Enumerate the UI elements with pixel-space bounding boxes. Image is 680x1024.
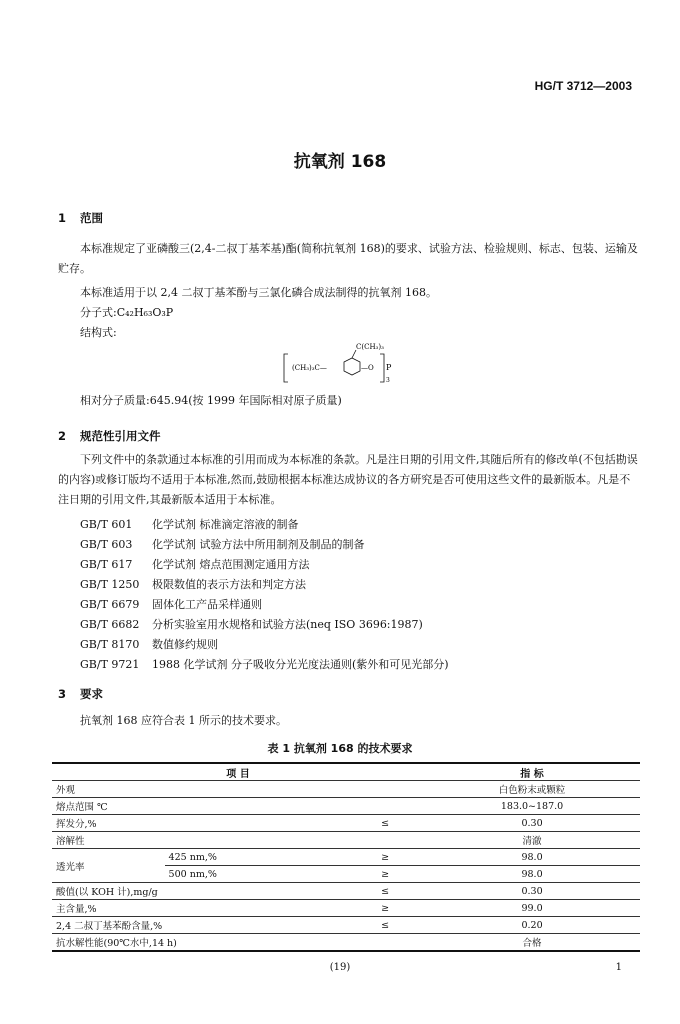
reference-title: 分析实验室用水规格和试验方法(neq ISO 3696:1987) [152, 618, 423, 631]
reference-title: 1988 化学试剂 分子吸收分光光度法通则(紫外和可见光部分) [152, 658, 449, 671]
row-item: 抗水解性能(90℃水中,14 h) [52, 934, 346, 952]
row-value: 0.30 [424, 815, 640, 832]
row-symbol [346, 798, 424, 815]
reference-item [80, 556, 310, 572]
requirements-table [52, 762, 640, 952]
row-value: 白色粉末或颗粒 [424, 781, 640, 798]
section-number: 2 [58, 429, 67, 443]
structure-oxygen: —O [361, 364, 374, 372]
row-item: 熔点范围 ℃ [52, 798, 346, 815]
molecular-formula: 分子式:C₄₂H₆₃O₃P [80, 306, 174, 319]
requirements-paragraph: 抗氧剂 168 应符合表 1 所示的技术要求。 [80, 714, 287, 727]
section-title: 要求 [80, 687, 103, 701]
structure-subscript: 3 [386, 377, 390, 384]
structure-phosphorus: P [386, 363, 392, 372]
structure-label: 结构式: [80, 326, 117, 339]
row-symbol: ≥ [346, 866, 424, 883]
row-symbol [346, 832, 424, 849]
structural-formula [282, 340, 402, 388]
row-value: 0.20 [424, 917, 640, 934]
section-3-heading [58, 686, 103, 702]
reference-code: GB/T 9721 [80, 658, 140, 671]
reference-title: 数值修约规则 [152, 638, 218, 651]
section-title: 规范性引用文件 [80, 429, 161, 443]
scope-paragraph-2: 本标准适用于以 2,4 二叔丁基苯酚与三氯化磷合成法制得的抗氧剂 168。 [80, 286, 437, 299]
table-header-item: 项 目 [52, 763, 424, 781]
reference-item [80, 516, 299, 532]
row-symbol: ≥ [346, 900, 424, 917]
reference-code: GB/T 6682 [80, 618, 140, 631]
table-row [52, 900, 640, 917]
row-subitem: 500 nm,% [165, 866, 346, 883]
row-symbol: ≥ [346, 849, 424, 866]
reference-code: GB/T 601 [80, 518, 133, 531]
table-row [52, 798, 640, 815]
section-number: 3 [58, 687, 67, 701]
table-row [52, 781, 640, 798]
row-value: 99.0 [424, 900, 640, 917]
document-title: 抗氧剂 168 [293, 152, 387, 172]
reference-code: GB/T 1250 [80, 578, 140, 591]
reference-title: 固体化工产品采样通则 [152, 598, 262, 611]
page-number: (19) [329, 962, 351, 973]
table-row [52, 917, 640, 934]
references-paragraph: 下列文件中的条款通过本标准的引用而成为本标准的条款。凡是注日期的引用文件,其随后所有的修改单(不包括勘误的内容)或修订版均不适用于本标准,然而,鼓励根据本标准达成协议的各方研究是否可使用这些文件的最新版本。凡是不注日期的引用文件,其最新版本适用于本标准。 [58, 453, 638, 506]
table-header-row [52, 763, 640, 781]
table-row [52, 934, 640, 952]
scope-paragraph-1: 本标准规定了亚磷酸三(2,4-二叔丁基苯基)酯(简称抗氧剂 168)的要求、试验方法、检验规则、标志、包装、运输及贮存。 [58, 242, 638, 275]
row-symbol: ≤ [346, 883, 424, 900]
row-item: 溶解性 [52, 832, 346, 849]
section-title: 范围 [80, 211, 103, 225]
table-header-value: 指 标 [424, 763, 640, 781]
row-value: 合格 [424, 934, 640, 952]
reference-item [80, 616, 423, 632]
reference-title: 极限数值的表示方法和判定方法 [152, 578, 306, 591]
reference-title: 化学试剂 熔点范围测定通用方法 [152, 558, 310, 571]
row-symbol [346, 781, 424, 798]
table-row [52, 815, 640, 832]
structure-left-group: (CH₃)₃C— [292, 364, 327, 372]
row-item: 外观 [52, 781, 346, 798]
structure-top-group: C(CH₃)₃ [356, 343, 384, 351]
reference-item [80, 636, 218, 652]
footer-mark: 1 [615, 962, 622, 973]
section-number: 1 [58, 211, 67, 225]
row-symbol [346, 934, 424, 952]
table-row [52, 883, 640, 900]
reference-title: 化学试剂 标准滴定溶液的制备 [152, 518, 299, 531]
row-symbol: ≤ [346, 815, 424, 832]
reference-code: GB/T 8170 [80, 638, 140, 651]
row-item: 透光率 [52, 849, 165, 883]
reference-item [80, 536, 365, 552]
reference-item [80, 596, 262, 612]
reference-title: 化学试剂 试验方法中所用制剂及制品的制备 [152, 538, 365, 551]
row-value: 98.0 [424, 849, 640, 866]
table-caption: 表 1 抗氧剂 168 的技术要求 [267, 742, 413, 755]
reference-code: GB/T 6679 [80, 598, 140, 611]
section-2-heading [58, 428, 161, 444]
row-item: 主含量,% [52, 900, 346, 917]
table-row [52, 832, 640, 849]
molecular-mass: 相对分子质量:645.94(按 1999 年国际相对原子质量) [80, 394, 342, 407]
row-value: 183.0~187.0 [424, 798, 640, 815]
reference-item [80, 576, 306, 592]
reference-item [80, 656, 449, 672]
standard-code: HG/T 3712—2003 [534, 79, 632, 93]
row-item: 酸值(以 KOH 计),mg/g [52, 883, 346, 900]
row-subitem: 425 nm,% [165, 849, 346, 866]
row-value: 98.0 [424, 866, 640, 883]
reference-code: GB/T 617 [80, 558, 133, 571]
row-value: 0.30 [424, 883, 640, 900]
row-value: 清澈 [424, 832, 640, 849]
row-item: 挥发分,% [52, 815, 346, 832]
table-row [52, 849, 640, 866]
section-1-heading [58, 210, 103, 226]
reference-code: GB/T 603 [80, 538, 133, 551]
row-item: 2,4 二叔丁基苯酚含量,% [52, 917, 346, 934]
row-symbol: ≤ [346, 917, 424, 934]
